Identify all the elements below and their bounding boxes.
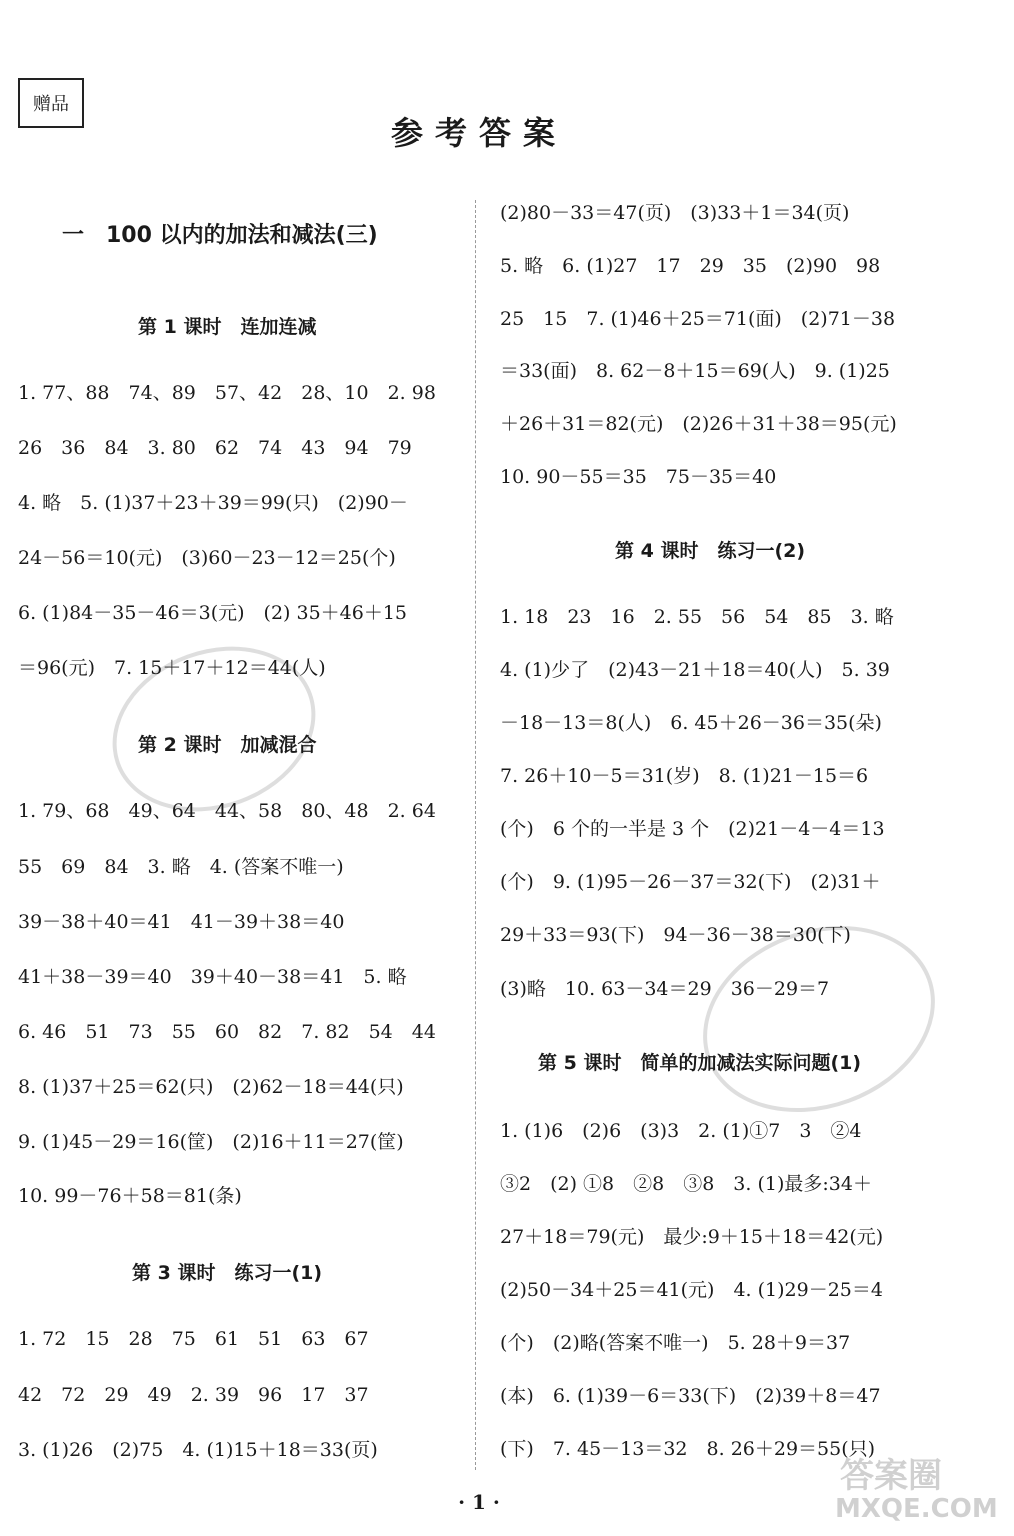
- answer-line: (个) 6 个的一半是 3 个 (2)21－4－4＝13: [500, 818, 885, 840]
- lesson-1-heading: 第 1 课时 连加连减: [138, 316, 317, 338]
- answer-line: (个) (2)略(答案不唯一) 5. 28＋9＝37: [500, 1332, 851, 1354]
- answer-line: (3)略 10. 63－34＝29 36－29＝7: [500, 978, 830, 1000]
- column-divider: [475, 200, 476, 1470]
- answer-line: (个) 9. (1)95－26－37＝32(下) (2)31＋: [500, 871, 881, 893]
- answer-line: 6. 46 51 73 55 60 82 7. 82 54 44: [18, 1021, 436, 1043]
- answer-line: (2)50－34＋25＝41(元) 4. (1)29－25＝4: [500, 1279, 883, 1301]
- watermark-site: MXQE.COM: [835, 1494, 998, 1524]
- answer-line: (2)80－33＝47(页) (3)33＋1＝34(页): [500, 202, 850, 224]
- answer-line: ③2 (2) ①8 ②8 ③8 3. (1)最多:34＋: [500, 1173, 872, 1195]
- answer-line: 55 69 84 3. 略 4. (答案不唯一): [18, 856, 344, 878]
- answer-line: 1. 18 23 16 2. 55 56 54 85 3. 略: [500, 606, 894, 628]
- answer-line: 4. 略 5. (1)37＋23＋39＝99(只) (2)90－: [18, 492, 408, 514]
- answer-line: 41＋38－39＝40 39＋40－38＝41 5. 略: [18, 966, 407, 988]
- answer-line: ＋26＋31＝82(元) (2)26＋31＋38＝95(元): [500, 413, 897, 435]
- answer-line: 24－56＝10(元) (3)60－23－12＝25(个): [18, 547, 396, 569]
- answer-line: 1. 79、68 49、64 44、58 80、48 2. 64: [18, 800, 436, 822]
- answer-line: 10. 90－55＝35 75－35＝40: [500, 466, 777, 488]
- answer-line: 39－38＋40＝41 41－39＋38＝40: [18, 911, 345, 933]
- answer-line: 4. (1)少了 (2)43－21＋18＝40(人) 5. 39: [500, 659, 890, 681]
- answer-line: －18－13＝8(人) 6. 45＋26－36＝35(朵): [500, 712, 882, 734]
- answer-line: 10. 99－76＋58＝81(条): [18, 1185, 242, 1207]
- answer-line: 6. (1)84－35－46＝3(元) (2) 35＋46＋15: [18, 602, 408, 624]
- page-title: 参考答案: [390, 114, 567, 152]
- answer-line: (下) 7. 45－13＝32 8. 26＋29＝55(只): [500, 1438, 876, 1460]
- answer-line: 27＋18＝79(元) 最少:9＋15＋18＝42(元): [500, 1226, 884, 1248]
- answer-line: 9. (1)45－29＝16(筐) (2)16＋11＝27(筐): [18, 1131, 404, 1153]
- lesson-5-heading: 第 5 课时 简单的加减法实际问题(1): [538, 1052, 862, 1074]
- answer-line: ＝96(元) 7. 15＋17＋12＝44(人): [18, 657, 326, 679]
- answer-line: 5. 略 6. (1)27 17 29 35 (2)90 98: [500, 255, 881, 277]
- watermark-cn: 答案圈: [840, 1456, 942, 1496]
- answer-line: 25 15 7. (1)46＋25＝71(面) (2)71－38: [500, 308, 896, 330]
- answer-line: 1. 77、88 74、89 57、42 28、10 2. 98: [18, 382, 436, 404]
- answer-line: 1. 72 15 28 75 61 51 63 67: [18, 1328, 369, 1350]
- lesson-3-heading: 第 3 课时 练习一(1): [132, 1262, 323, 1284]
- chapter-heading: 一 100 以内的加法和减法(三): [62, 223, 378, 248]
- page-number: · 1 ·: [458, 1490, 500, 1514]
- answer-line: 7. 26＋10－5＝31(岁) 8. (1)21－15＝6: [500, 765, 869, 787]
- answer-line: 3. (1)26 (2)75 4. (1)15＋18＝33(页): [18, 1439, 378, 1461]
- answer-line: 8. (1)37＋25＝62(只) (2)62－18＝44(只): [18, 1076, 404, 1098]
- answer-line: ＝33(面) 8. 62－8＋15＝69(人) 9. (1)25: [500, 360, 890, 382]
- answer-line: (本) 6. (1)39－6＝33(下) (2)39＋8＝47: [500, 1385, 881, 1407]
- lesson-4-heading: 第 4 课时 练习一(2): [615, 540, 806, 562]
- answer-line: 1. (1)6 (2)6 (3)3 2. (1)①7 3 ②4: [500, 1120, 862, 1142]
- answer-line: 42 72 29 49 2. 39 96 17 37: [18, 1384, 369, 1406]
- gift-badge: 赠品: [18, 78, 84, 128]
- answer-line: 26 36 84 3. 80 62 74 43 94 79: [18, 437, 412, 459]
- answer-line: 29＋33＝93(下) 94－36－38＝30(下): [500, 924, 851, 946]
- lesson-2-heading: 第 2 课时 加减混合: [138, 734, 317, 756]
